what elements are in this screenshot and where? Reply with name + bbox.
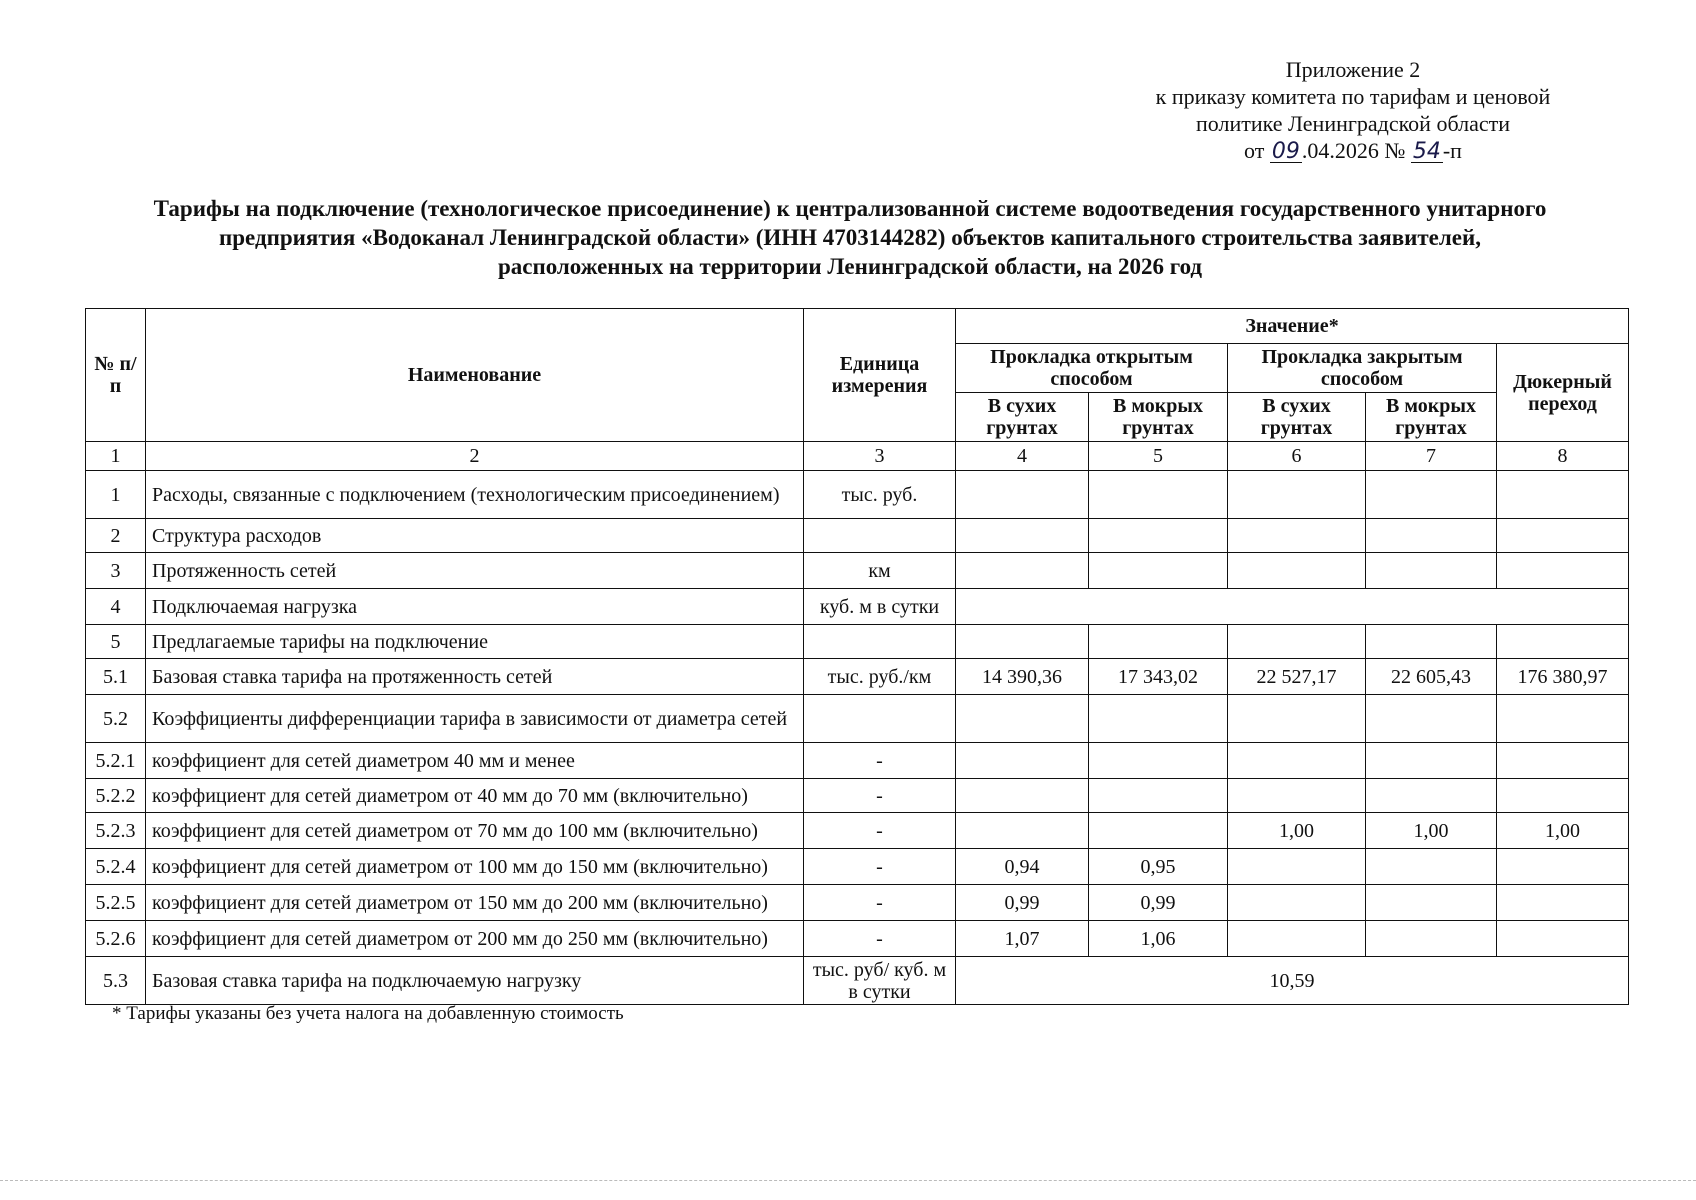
row-value [1089, 625, 1228, 659]
row-value [1228, 921, 1366, 957]
row-num: 5 [86, 625, 146, 659]
row-value [1228, 471, 1366, 519]
row-value [956, 813, 1089, 849]
header-name: Наименование [146, 309, 804, 442]
row-value [1366, 625, 1497, 659]
row-unit: тыс. руб/ куб. м в сутки [804, 957, 956, 1005]
row-name: Структура расходов [146, 519, 804, 553]
row-value [1497, 471, 1629, 519]
row-value [1228, 779, 1366, 813]
row-num: 5.2.4 [86, 849, 146, 885]
row-num: 5.2.6 [86, 921, 146, 957]
row-num: 5.2.2 [86, 779, 146, 813]
row-value [1497, 921, 1629, 957]
table-row [86, 589, 1629, 625]
row-value [1089, 779, 1228, 813]
col-number: 3 [804, 442, 956, 471]
header-dry-closed: В сухих грунтах [1228, 393, 1366, 442]
appendix-header [1123, 56, 1583, 164]
row-unit: куб. м в сутки [804, 589, 956, 625]
row-name: коэффициент для сетей диаметром от 150 мм до 200 мм (включительно) [146, 885, 804, 921]
row-value [956, 695, 1089, 743]
table-row [86, 695, 1629, 743]
row-value [1089, 471, 1228, 519]
row-merged-value [956, 589, 1629, 625]
table-row [86, 779, 1629, 813]
row-value: 0,99 [956, 885, 1089, 921]
row-value: 0,99 [1089, 885, 1228, 921]
row-num: 5.2.1 [86, 743, 146, 779]
row-name: коэффициент для сетей диаметром от 100 мм до 150 мм (включительно) [146, 849, 804, 885]
row-num: 1 [86, 471, 146, 519]
row-value [1366, 553, 1497, 589]
row-value [956, 743, 1089, 779]
col-number: 7 [1366, 442, 1497, 471]
col-number: 8 [1497, 442, 1629, 471]
row-unit: - [804, 779, 956, 813]
table-row [86, 957, 1629, 1005]
row-num: 5.3 [86, 957, 146, 1005]
row-num: 3 [86, 553, 146, 589]
row-merged-value: 10,59 [956, 957, 1629, 1005]
row-name: Подключаемая нагрузка [146, 589, 804, 625]
row-unit [804, 625, 956, 659]
row-value [1228, 625, 1366, 659]
row-value: 0,94 [956, 849, 1089, 885]
row-value [1228, 849, 1366, 885]
row-value [1089, 553, 1228, 589]
table-row [86, 813, 1629, 849]
table-row [86, 519, 1629, 553]
tariff-table [85, 308, 1629, 1005]
table-row [86, 921, 1629, 957]
row-num: 5.2 [86, 695, 146, 743]
row-num: 5.2.5 [86, 885, 146, 921]
row-num: 2 [86, 519, 146, 553]
appendix-date-line [1123, 137, 1583, 164]
row-name: коэффициент для сетей диаметром от 70 мм до 100 мм (включительно) [146, 813, 804, 849]
row-value: 22 527,17 [1228, 659, 1366, 695]
handwritten-day: 09 [1271, 139, 1300, 164]
row-unit: тыс. руб. [804, 471, 956, 519]
row-value: 14 390,36 [956, 659, 1089, 695]
header-open-laying: Прокладка открытым способом [956, 344, 1228, 393]
table-row [86, 743, 1629, 779]
date-prefix: от [1244, 138, 1265, 163]
document-title [100, 194, 1600, 281]
row-name: Базовая ставка тарифа на подключаемую нагрузку [146, 957, 804, 1005]
header-duker: Дюкерный переход [1497, 344, 1629, 442]
row-value [1366, 779, 1497, 813]
row-value [956, 779, 1089, 813]
row-unit [804, 695, 956, 743]
footnote: * Тарифы указаны без учета налога на добавленную стоимость [112, 1003, 624, 1024]
row-value: 22 605,43 [1366, 659, 1497, 695]
row-name: коэффициент для сетей диаметром 40 мм и менее [146, 743, 804, 779]
row-value [1497, 519, 1629, 553]
table-row [86, 553, 1629, 589]
row-name: Расходы, связанные с подключением (технологическим присоединением) [146, 471, 804, 519]
row-num: 4 [86, 589, 146, 625]
header-wet-closed: В мокрых грунтах [1366, 393, 1497, 442]
header-unit: Единица измерения [804, 309, 956, 442]
col-number: 6 [1228, 442, 1366, 471]
row-value [1497, 743, 1629, 779]
row-value [1089, 813, 1228, 849]
row-value [1497, 779, 1629, 813]
row-name: коэффициент для сетей диаметром от 200 мм до 250 мм (включительно) [146, 921, 804, 957]
table-row [86, 849, 1629, 885]
handwritten-number: 54 [1412, 139, 1441, 164]
row-value [1366, 743, 1497, 779]
title-line-1: Тарифы на подключение (технологическое присоединение) к централизованной системе водоотведения государственного унитарного [153, 196, 1547, 221]
row-value [1497, 849, 1629, 885]
row-value: 1,00 [1366, 813, 1497, 849]
col-number: 4 [956, 442, 1089, 471]
row-value [1497, 885, 1629, 921]
date-suffix: .04.2026 № [1301, 138, 1406, 163]
table-row [86, 659, 1629, 695]
row-name: Предлагаемые тарифы на подключение [146, 625, 804, 659]
row-value: 0,95 [1089, 849, 1228, 885]
row-value [956, 519, 1089, 553]
row-unit: - [804, 849, 956, 885]
row-value [1366, 519, 1497, 553]
row-num: 5.1 [86, 659, 146, 695]
row-unit: - [804, 921, 956, 957]
row-value [1366, 849, 1497, 885]
row-value [1228, 695, 1366, 743]
row-value [1089, 695, 1228, 743]
row-value [956, 625, 1089, 659]
row-unit: - [804, 813, 956, 849]
row-name: Протяженность сетей [146, 553, 804, 589]
col-number: 2 [146, 442, 804, 471]
col-number: 5 [1089, 442, 1228, 471]
header-num: № п/п [86, 309, 146, 442]
row-unit: тыс. руб./км [804, 659, 956, 695]
row-value: 176 380,97 [1497, 659, 1629, 695]
table-row [86, 471, 1629, 519]
row-value [1228, 743, 1366, 779]
row-value [1228, 519, 1366, 553]
row-unit: - [804, 743, 956, 779]
table-row [86, 625, 1629, 659]
scan-artifact-line [0, 1180, 1696, 1181]
header-closed-laying: Прокладка закрытым способом [1228, 344, 1497, 393]
table-row [86, 885, 1629, 921]
row-unit [804, 519, 956, 553]
row-unit: - [804, 885, 956, 921]
row-name: Коэффициенты дифференциации тарифа в зависимости от диаметра сетей [146, 695, 804, 743]
row-name: Базовая ставка тарифа на протяженность сетей [146, 659, 804, 695]
col-number: 1 [86, 442, 146, 471]
row-value: 1,06 [1089, 921, 1228, 957]
header-value: Значение* [956, 309, 1629, 344]
row-value: 1,00 [1228, 813, 1366, 849]
row-num: 5.2.3 [86, 813, 146, 849]
row-value [1089, 743, 1228, 779]
row-value [1497, 695, 1629, 743]
row-value: 1,00 [1497, 813, 1629, 849]
row-value [1366, 885, 1497, 921]
title-line-3: расположенных на территории Ленинградской области, на 2026 год [497, 254, 1203, 279]
appendix-line-1: Приложение 2 [1285, 57, 1421, 82]
row-value: 1,07 [956, 921, 1089, 957]
appendix-line-3: политике Ленинградской области [1195, 111, 1510, 136]
row-value [1366, 921, 1497, 957]
row-value [1497, 625, 1629, 659]
row-value [1366, 695, 1497, 743]
header-dry-open: В сухих грунтах [956, 393, 1089, 442]
row-name: коэффициент для сетей диаметром от 40 мм до 70 мм (включительно) [146, 779, 804, 813]
row-value [1089, 519, 1228, 553]
row-unit: км [804, 553, 956, 589]
row-value [1228, 553, 1366, 589]
row-value [956, 553, 1089, 589]
row-value: 17 343,02 [1089, 659, 1228, 695]
row-value [1366, 471, 1497, 519]
row-value [1228, 885, 1366, 921]
title-line-2: предприятия «Водоканал Ленинградской области» (ИНН 4703144282) объектов капитального строительства заявителей, [219, 225, 1481, 250]
number-suffix: -п [1442, 138, 1462, 163]
row-value [1497, 553, 1629, 589]
row-value [956, 471, 1089, 519]
appendix-line-2: к приказу комитета по тарифам и ценовой [1155, 84, 1551, 109]
header-wet-open: В мокрых грунтах [1089, 393, 1228, 442]
